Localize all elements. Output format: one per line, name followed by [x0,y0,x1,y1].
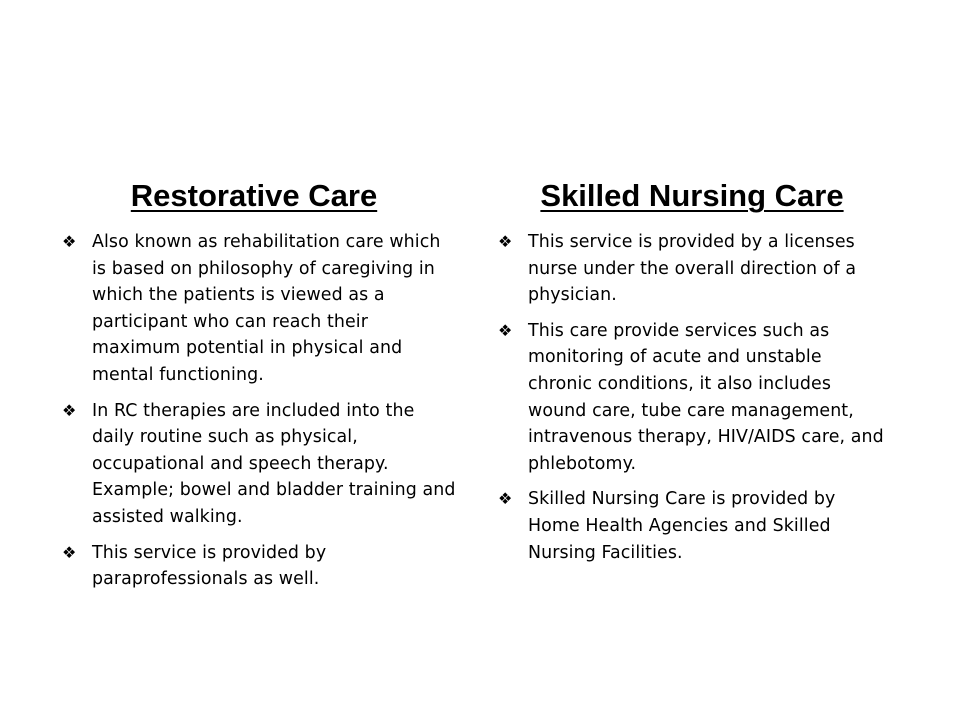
skilled-nursing-care-column [498,175,886,575]
diamond-bullet-icon: ❖ [498,489,513,509]
list-item [62,540,458,593]
diamond-bullet-icon: ❖ [62,400,77,420]
list-item-text: This care provide services such as monitoring of acute and unstable chronic conditions, it also includes wound care, tube care management, intravenous therapy, HIV/AIDS care, and phlebotomy. [528,320,884,474]
list-item-text: This service is provided by paraprofessionals as well. [92,542,327,590]
list-item [498,318,886,478]
list-item [498,486,886,566]
list-item-text: In RC therapies are included into the daily routine such as physical, occupational and speech therapy. Example; bowel and bladder training and assisted walking. [92,400,456,527]
list-item [62,229,458,389]
list-item [62,398,458,531]
restorative-care-column [62,175,458,602]
list-item-text: This service is provided by a licenses nurse under the overall direction of a physician. [528,232,857,306]
list-item-text: Skilled Nursing Care is provided by Home Health Agencies and Skilled Nursing Facilities. [528,489,836,563]
diamond-bullet-icon: ❖ [62,232,77,251]
list-item [498,229,886,309]
diamond-bullet-icon: ❖ [62,542,77,562]
restorative-care-heading: Restorative Care [130,178,378,213]
diamond-bullet-icon: ❖ [498,320,513,340]
list-item-text: Also known as rehabilitation care which is based on philosophy of caregiving in which the patients is viewed as a participant who can reach their maximum potential in physical and mental functioning. [92,232,441,385]
diamond-bullet-icon: ❖ [498,232,513,251]
skilled-nursing-care-heading: Skilled Nursing Care [540,178,844,213]
restorative-care-list [62,229,458,593]
skilled-nursing-care-list [498,229,886,566]
